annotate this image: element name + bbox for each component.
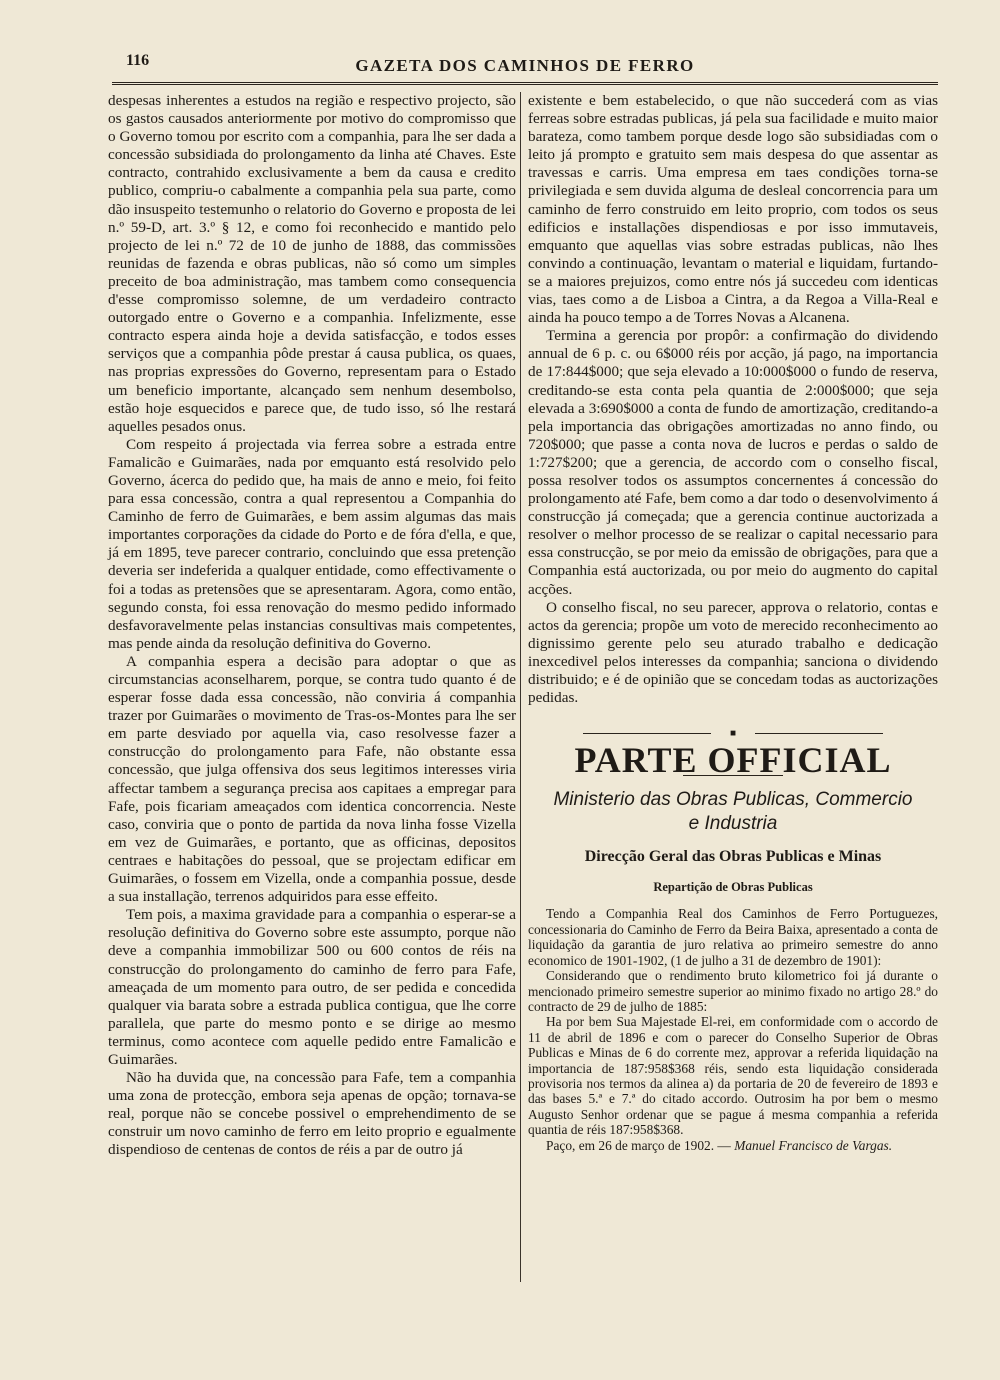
article-paragraph: Tem pois, a maxima gravidade para a companhia o esperar-se a resolução definitiva do Governo sobre este assumpto, porque não deve a companhia immobilizar 500 ou 600 contos de réis na construcção do prolongamento do caminho de ferro para Fafe, ameaçada de um momento para outro, de ser pedida e concedida qualquer via barata sobre a estrada publica contigua, que lhe corre parallela, que parte do mesmo ponto e se dirige ao mesmo terminus, como acontece com aquelle pedido entre Famalicão e Guimarães. [108, 906, 516, 1068]
article-paragraph: A companhia espera a decisão para adoptar o que as circumstancias aconselharem, porque, se contra tudo quanto é de esperar fosse dada essa concessão, não conviria á companhia trazer por Guimarães o movimento de Tras-os-Montes para lhe ser em parte desviado por aquella via, caso resolvesse fazer a construcção do prolongamento para Fafe, não obstante essa concessão, que julga offensiva dos seus legitimos interesses viria affectar tambem a segurança precisa aos capitaes a empregar para Fafe, pois ficariam ameaçados com identica concorrencia. Neste caso, conviria que o ponto de partida da nova linha fosse Vizella em vez de Guimarães, e portanto, que as officinas, depositos centraes e habitações do pessoal, que se projectam edificar em Guimarães, o fossem em Vizella, onde a companhia possue, desde a sua installação, terrenos adquiridos para esse effeito. [108, 652, 516, 906]
article-paragraph: Não ha duvida que, na concessão para Fafe, tem a companhia uma zona de protecção, embora seja apenas de opção; tornava-se real, porque não se concebe possivel o emprehendimento de se construir um novo caminho de ferro em leito proprio e egualmente dispendioso de centenas de contos de réis a par de outro já [108, 1069, 516, 1159]
decree-paragraph: Considerando que o rendimento bruto kilometrico foi já durante o mencionado primeiro semestre superior ao minimo fixado no artigo 28.º do contracto de 29 de julho de 1885: [528, 968, 938, 1014]
signature: Manuel Francisco de Vargas. [734, 1137, 893, 1153]
article-paragraph: existente e bem estabelecido, o que não succederá com as vias ferreas sobre estradas publicas, já pela sua facilidade e muito maior barateza, como tambem porque desde logo são subsidiadas com o leito já prompto e gratuito sem mais despesa do que assentar as travessas e carris. Uma empresa em taes condições torna-se privilegiada e sem duvida alguma de desleal concorrencia para um caminho de ferro construido em leito proprio, com todos os seus edificios e installações dispendiosas e por isso immutaveis, emquanto que aquellas vias sobre estradas publicas, não lhes convindo a continuação, levantam o material e liquidam, furtando-se a maiores prejuizos, como entre nós já succedeu com identicas vias, taes como a de Lisboa a Cintra, a da Regoa a Villa-Real e ainda ha pouco tempo a de Torres Novas a Alcanena. [528, 92, 938, 327]
department-heading: Repartição de Obras Publicas [653, 880, 813, 895]
journal-title: GAZETA DOS CAMINHOS DE FERRO [355, 56, 695, 75]
page-number: 116 [126, 52, 150, 69]
left-column [108, 92, 516, 1160]
decree-closing [528, 1138, 938, 1153]
ministry-heading: Ministerio das Obras Publicas, Commercio e Industria [553, 789, 913, 835]
decree-text [528, 906, 938, 1153]
right-column [528, 92, 938, 1153]
direction-heading: Direcção Geral das Obras Publicas e Minas [584, 848, 882, 866]
article-paragraph: despesas inherentes a estudos na região e respectivo projecto, são os gastos causados anteriormente por motivo do compromisso que o Governo tomou por escrito com a companhia, para lhe ser dada a concessão subsidiada do prolongamento da linha até Chaves. Este contracto, contrahido exclusivamente a bem da causa e credito publico, compriu-o cabalmente a companhia pela sua parte, como dão insuspeito testemunho o relatorio do Governo e proposta de lei n.º 59-D, art. 3.º § 12, e como foi reconhecido e mantido pelo projecto de lei n.º 72 de 10 de junho de 1888, das commissões reunidas de fazenda e obras publicas, não só como um simples preceito de boa administração, mas tambem como consequencia d'esse compromisso solemne, de um verdadeiro contracto outorgado entre o Governo e a companhia. Infelizmente, esse contracto espera ainda hoje a devida satisfacção, e todos esses serviços que a companhia pôde prestar á causa publica, os quaes, nas proprias expressões do Governo, representam para o Estado um beneficio importante, alcançado sem nenhum desembolso, estão hoje esquecidos e parece que, de tudo isso, só lhe restará aquelles pesados onus. [108, 92, 516, 435]
official-section-title: PARTE OFFICIAL [574, 740, 892, 781]
article-paragraph: Com respeito á projectada via ferrea sobre a estrada entre Famalicão e Guimarães, nada por emquanto está resolvido pelo Governo, ácerca do pedido que, ha mais de anno e meio, foi feito para essa concessão, contra a qual representou a Companhia do Caminho de ferro de Guimarães, e bem assim algumas das mais importantes corporações da cidade do Porto e de fóra d'ella, e que, já em 1895, teve parecer contrario, concluindo que essa pretenção deveria ser indeferida a qualquer entidade, como effectivamente o foi a todas as pretensões que se apresentaram. Agora, como então, segundo consta, foi essa renovação do mesmo pedido informado desfavoravelmente pelas instancias consultivas mais competentes, mas pende ainda da resolução definitiva do Governo. [108, 435, 516, 652]
decree-date: Paço, em 26 de março de 1902. — [546, 1137, 731, 1153]
article-paragraph: Termina a gerencia por propôr: a confirmação do dividendo annual de 6 p. c. ou 6$000 réis por acção, já pago, na importancia de 17:844$000; que seja elevado a 10:000$000 o fundo de reserva, creditando-se esta conta pela quantia de 2:000$000; que seja elevada a 3:690$000 a conta de fundo de amortização, creditando-a pela importancia das obrigações amortizadas no anno findo, ou 720$000; que passe a conta nova de lucros e perdas o saldo de 1:727$200; que a gerencia, de accordo com o conselho fiscal, possa resolver todos os assumptos concernentes á concessão do prolongamento até Fafe, bem como a dar todo o desenvolvimento á construcção já começada; que a gerencia continue auctorizada a resolver o melhor processo de se realizar o capital necessario para essa construcção, se por meio da emissão de obrigações, para que a Companhia está auctorizada, ou por meio do augmento do capital acções. [528, 327, 938, 598]
column-divider [520, 92, 521, 1282]
decree-paragraph: Ha por bem Sua Majestade El-rei, em conformidade com o accordo de 11 de abril de 1896 e com o parecer do Conselho Superior de Obras Publicas e Minas de 6 do corrente mez, approvar a referida liquidação na importancia de 187:958$368 réis, sendo esta liquidação considerada provisoria nos termos da alinea a) da portaria de 20 de fevereiro de 1893 e das bases 5.ª e 7.ª do citado accordo. Outrosim ha por bem o mesmo Augusto Senhor ordenar que se pague á mesma companhia a referida quantia de réis 187:958$368. [528, 1014, 938, 1138]
decree-paragraph: Tendo a Companhia Real dos Caminhos de Ferro Portuguezes, concessionaria do Caminho de Ferro da Beira Baixa, apresentado a conta de liquidação da garantia de juro relativa ao primeiro semestre do anno economico de 1901-1902, (1 de julho a 31 de dezembro de 1901): [528, 906, 938, 968]
article-paragraph: O conselho fiscal, no seu parecer, approva o relatorio, contas e actos da gerencia; propõe um voto de merecido reconhecimento ao dignissimo gerente pelo seu aturado trabalho e dedicação inexcedivel pelos interesses da companhia; sanciona o dividendo distribuido; e é de opinião que se concedam todas as auctorizações pedidas. [528, 598, 938, 707]
page-header [112, 48, 938, 85]
section-ornament: ■ [583, 727, 883, 741]
